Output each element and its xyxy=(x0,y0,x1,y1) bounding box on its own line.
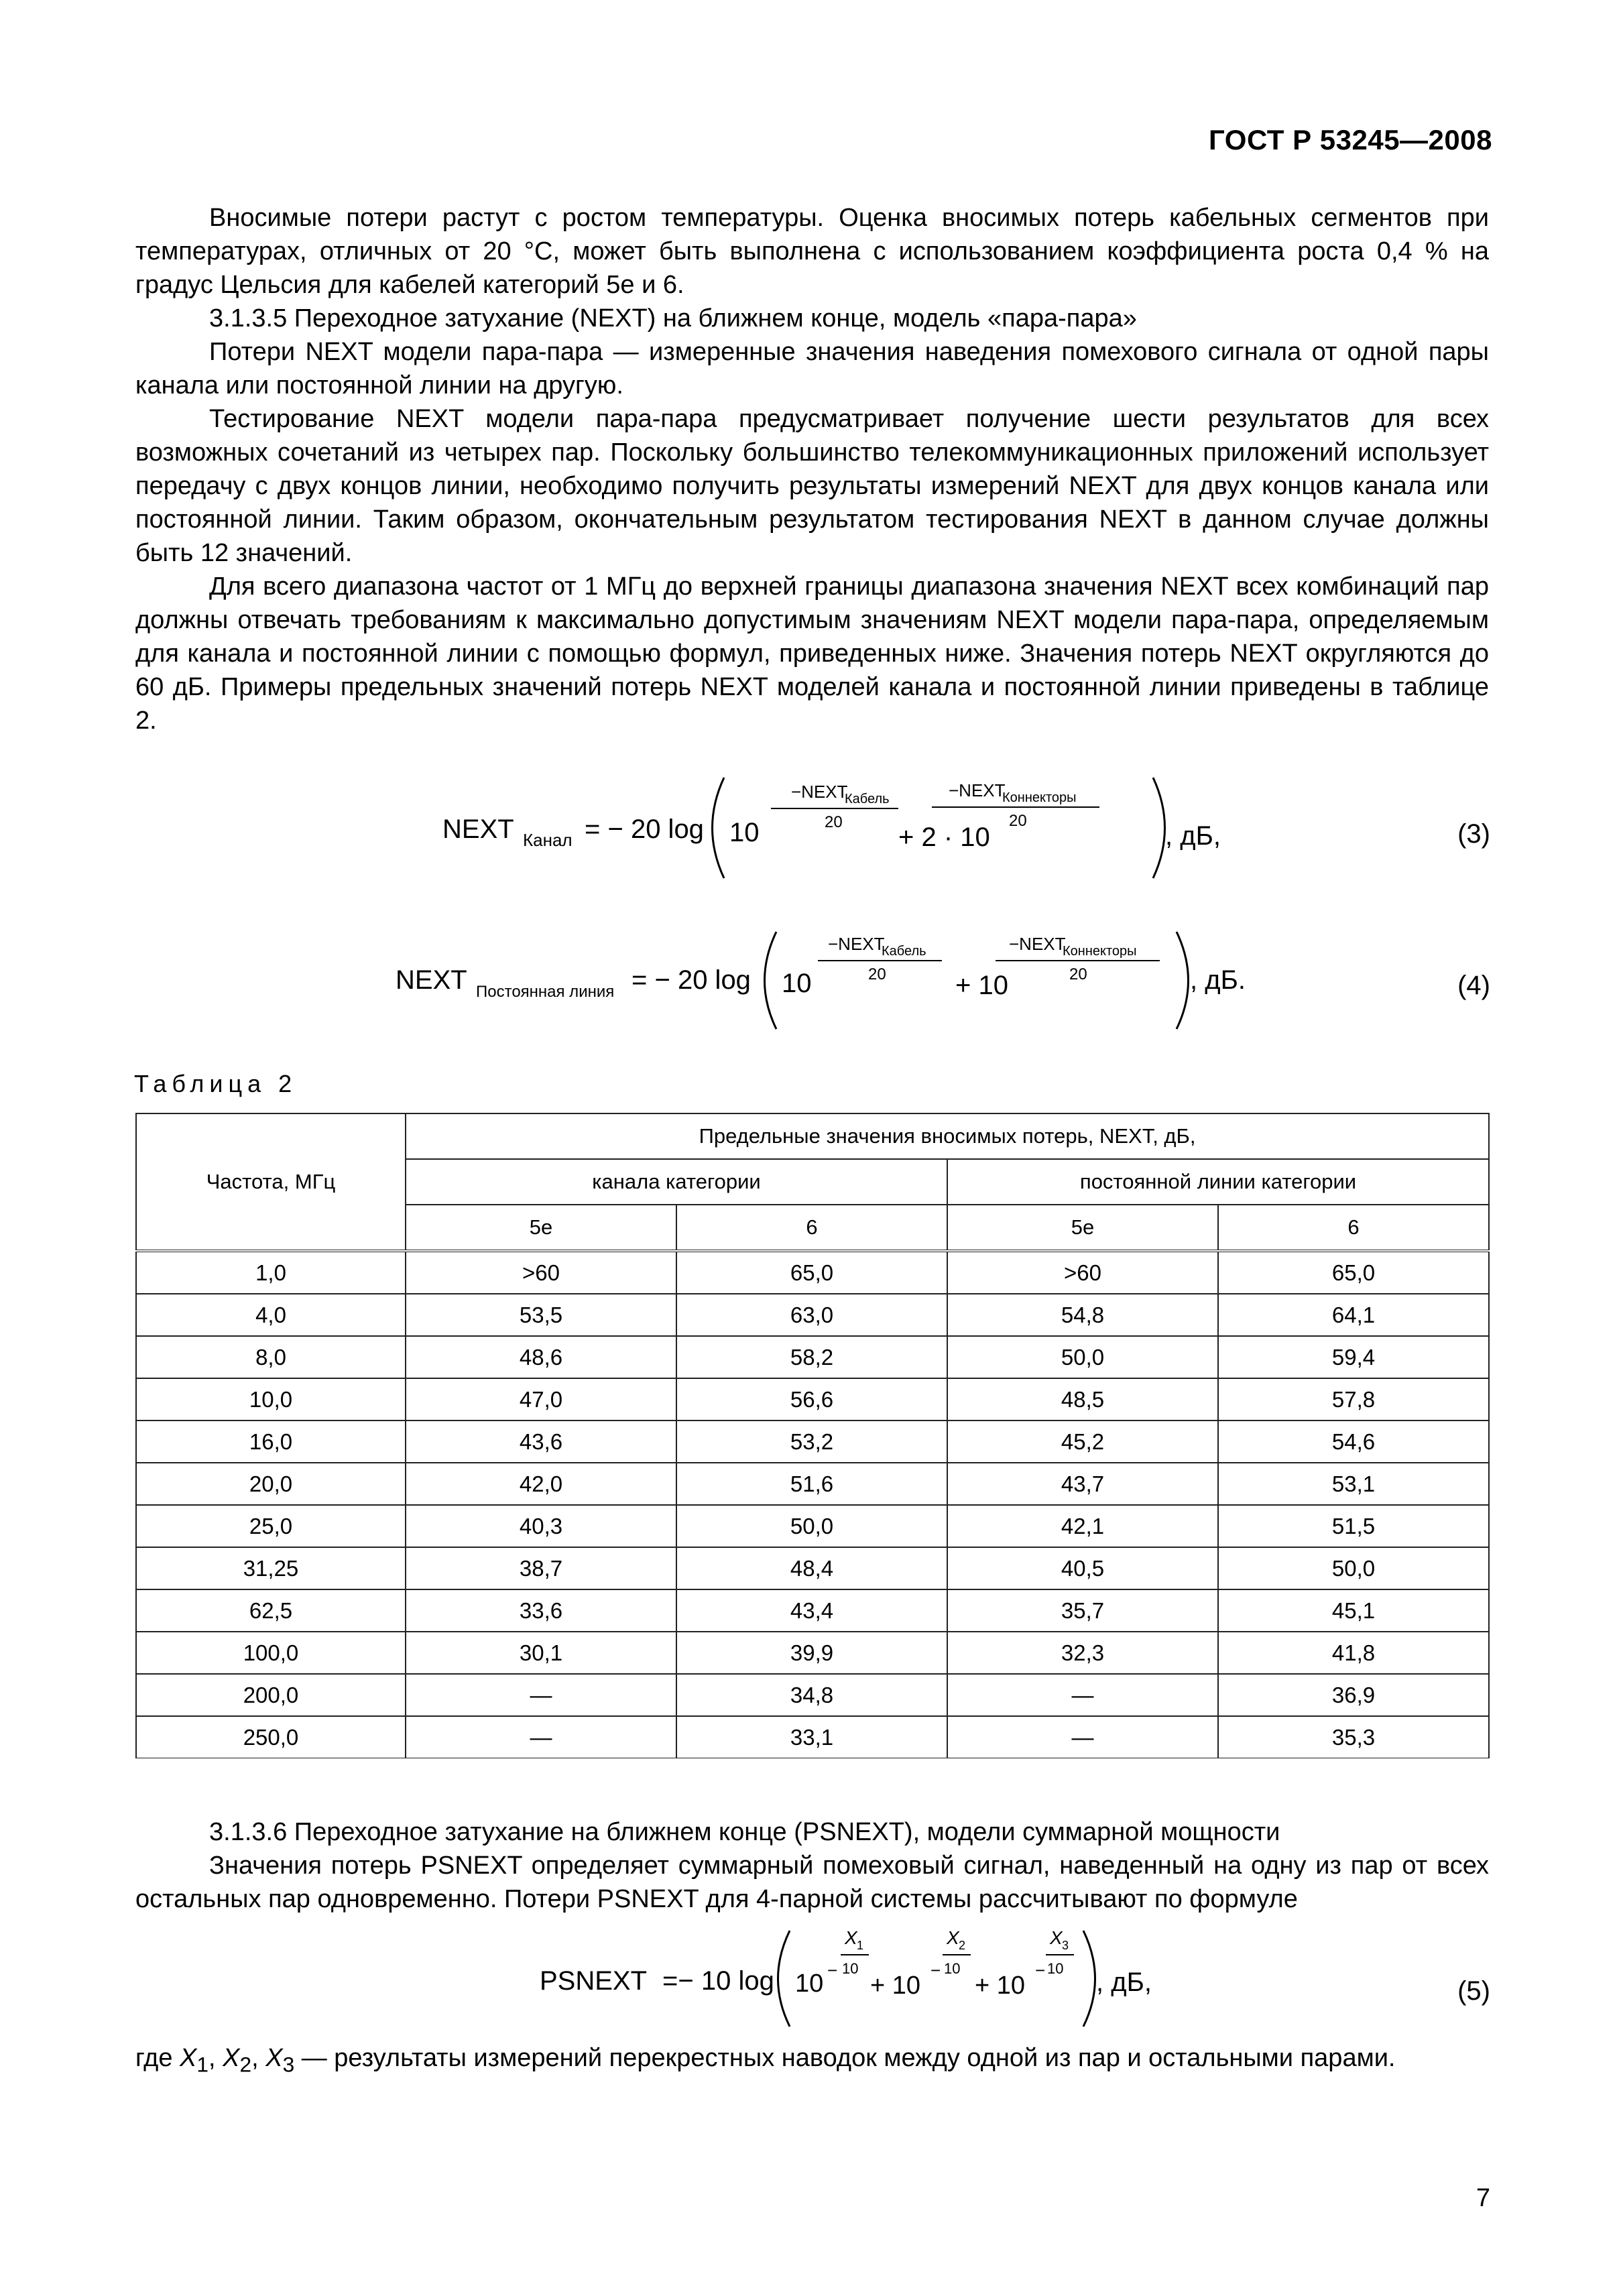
value-cell: 48,5 xyxy=(947,1378,1218,1421)
var-x: X xyxy=(223,2044,240,2072)
frequency-cell: 1,0 xyxy=(136,1251,406,1294)
formula-lhs: NEXT xyxy=(442,814,514,844)
value-cell: 56,6 xyxy=(676,1378,947,1421)
value-cell: 35,3 xyxy=(1218,1716,1489,1758)
value-cell: — xyxy=(406,1674,676,1716)
exp-denominator: 10 xyxy=(944,1960,961,1977)
equation-number: (3) xyxy=(1457,819,1490,849)
paragraph: Значения потерь PSNEXT определяет суммарный помеховый сигнал, наведенный на одну из пар от всех остальных пар одновременно. Потери PSNEXT для 4-парной системы рассчитывают по формуле xyxy=(135,1852,1489,1913)
value-cell: 42,0 xyxy=(406,1463,676,1505)
freq-header: Частота, МГц xyxy=(136,1113,406,1251)
exp-numerator: −NEXT xyxy=(791,782,848,802)
exp-var-sub: 3 xyxy=(1062,1939,1069,1952)
value-cell: 53,5 xyxy=(406,1294,676,1336)
paragraph: Тестирование NEXT модели пара-пара предусматривает получение шести результатов для всех возможных сочетаний из четырех пар. Поскольку большинство телекоммуникационных приложений использует передачу с двух концов линии, необходимо получить результаты измерений NEXT для двух концов канала или постоянной линии. Таким образом, окончательным результатом тестирования NEXT в данном случае должны быть 12 значений. xyxy=(135,405,1489,567)
value-cell: 42,1 xyxy=(947,1505,1218,1547)
formula-ten: 10 xyxy=(795,1970,824,1998)
paragraph: Вносимые потери растут с ростом температуры. Оценка вносимых потерь кабельных сегментов при температурах, отличных от 20 °С, может быть выполнена с использованием коэффициента роста 0,4 % на градус Цельсия для кабелей категорий 5е и 6. xyxy=(135,204,1489,299)
exp-numerator-sub: Коннекторы xyxy=(1002,790,1077,805)
table-row xyxy=(136,1336,1489,1378)
group-header: Предельные значения вносимых потерь, NEXT, дБ, xyxy=(406,1113,1489,1159)
frequency-cell: 62,5 xyxy=(136,1589,406,1632)
value-cell: 45,2 xyxy=(947,1421,1218,1463)
value-cell: 40,3 xyxy=(406,1505,676,1547)
value-cell: 65,0 xyxy=(676,1251,947,1294)
value-cell: 39,9 xyxy=(676,1632,947,1674)
category-header: 5е xyxy=(406,1205,676,1251)
channel-header: канала категории xyxy=(406,1159,947,1205)
left-paren xyxy=(713,778,725,878)
value-cell: 54,6 xyxy=(1218,1421,1489,1463)
value-cell: 30,1 xyxy=(406,1632,676,1674)
value-cell: — xyxy=(947,1716,1218,1758)
formula-eq: =− 10 log xyxy=(662,1966,774,1996)
category-header: 5е xyxy=(947,1205,1218,1251)
formula-lhs: PSNEXT xyxy=(540,1966,648,1996)
formula-5 xyxy=(530,1923,1200,2033)
exp-numerator-sub: Коннекторы xyxy=(1063,944,1137,959)
value-cell: 45,1 xyxy=(1218,1589,1489,1632)
exp-var: X xyxy=(947,1927,959,1948)
where-line xyxy=(135,2041,1489,2081)
value-cell: >60 xyxy=(947,1251,1218,1294)
left-paren xyxy=(765,932,777,1029)
value-cell: 50,0 xyxy=(676,1505,947,1547)
table-row xyxy=(136,1674,1489,1716)
right-paren xyxy=(1083,1931,1095,2027)
exp-numerator: −NEXT xyxy=(1009,934,1066,954)
right-paren xyxy=(1153,778,1165,878)
value-cell: 38,7 xyxy=(406,1547,676,1589)
value-cell: 64,1 xyxy=(1218,1294,1489,1336)
value-cell: 48,4 xyxy=(676,1547,947,1589)
value-cell: 54,8 xyxy=(947,1294,1218,1336)
exp-denominator: 20 xyxy=(868,965,886,983)
section-heading: 3.1.3.5 Переходное затухание (NEXT) на ближнем конце, модель «пара-пара» xyxy=(209,304,1137,333)
exp-var-sub: 1 xyxy=(857,1939,864,1952)
value-cell: 51,5 xyxy=(1218,1505,1489,1547)
formula-unit: , дБ. xyxy=(1190,965,1246,995)
value-cell: 51,6 xyxy=(676,1463,947,1505)
formula-plus-term: + 2 · 10 xyxy=(898,823,990,852)
value-cell: 53,1 xyxy=(1218,1463,1489,1505)
exp-numerator-sub: Кабель xyxy=(845,792,890,806)
table-row xyxy=(136,1463,1489,1505)
formula-lhs: NEXT xyxy=(396,965,467,995)
value-cell: 65,0 xyxy=(1218,1251,1489,1294)
paragraph: Для всего диапазона частот от 1 МГц до верхней границы диапазона значения NEXT всех комбинаций пар должны отвечать требованиям к максимально допустимым значениям NEXT модели пара-пара, определяемым для канала и постоянной линии с помощью формул, приведенных ниже. Значения потерь NEXT округляются до 60 дБ. Примеры предельных значений потерь NEXT моделей канала и постоянной линии приведены в таблице 2. xyxy=(135,572,1489,735)
value-cell: 35,7 xyxy=(947,1589,1218,1632)
value-cell: 33,1 xyxy=(676,1716,947,1758)
frequency-cell: 25,0 xyxy=(136,1505,406,1547)
value-cell: 58,2 xyxy=(676,1336,947,1378)
value-cell: 41,8 xyxy=(1218,1632,1489,1674)
table-row xyxy=(136,1716,1489,1758)
frequency-cell: 100,0 xyxy=(136,1632,406,1674)
var-sub: 2 xyxy=(239,2052,252,2077)
table-row xyxy=(136,1294,1489,1336)
formula-ten: 10 xyxy=(729,818,760,847)
value-cell: 36,9 xyxy=(1218,1674,1489,1716)
formula-3 xyxy=(429,771,1267,885)
table-row xyxy=(136,1251,1489,1294)
exp-denominator: 20 xyxy=(1069,965,1087,983)
value-cell: 53,2 xyxy=(676,1421,947,1463)
table-row xyxy=(136,1421,1489,1463)
left-paren xyxy=(778,1931,790,2027)
var-sub: 1 xyxy=(196,2052,208,2077)
formula-plus-term: + 10 xyxy=(975,1972,1026,2000)
separator: , xyxy=(208,2044,223,2072)
category-header: 6 xyxy=(1218,1205,1489,1251)
table-body xyxy=(136,1251,1489,1758)
link-header: постоянной линии категории xyxy=(947,1159,1489,1205)
exp-numerator: −NEXT xyxy=(828,934,885,954)
frequency-cell: 4,0 xyxy=(136,1294,406,1336)
exp-var-sub: 2 xyxy=(959,1939,966,1952)
formula-plus-term: + 10 xyxy=(870,1972,921,2000)
body-text-bottom xyxy=(135,1815,1489,1916)
table-caption: Таблица 2 xyxy=(134,1070,298,1097)
category-header: 6 xyxy=(676,1205,947,1251)
var-x: X xyxy=(265,2044,283,2072)
frequency-cell: 200,0 xyxy=(136,1674,406,1716)
value-cell: 50,0 xyxy=(947,1336,1218,1378)
separator: , xyxy=(251,2044,266,2072)
table-row xyxy=(136,1589,1489,1632)
paragraph: Потери NEXT модели пара-пара — измеренные значения наведения помехового сигнала от одной пары канала или постоянной линии на другую. xyxy=(135,338,1489,400)
page-number: 7 xyxy=(1476,2184,1490,2212)
next-limits-table xyxy=(135,1113,1490,1758)
right-paren xyxy=(1177,932,1189,1029)
table-row xyxy=(136,1505,1489,1547)
exp-denominator: 10 xyxy=(842,1960,859,1977)
frequency-cell: 20,0 xyxy=(136,1463,406,1505)
value-cell: 34,8 xyxy=(676,1674,947,1716)
formula-eq: = − 20 log xyxy=(585,814,704,844)
value-cell: 48,6 xyxy=(406,1336,676,1378)
formula-4 xyxy=(382,922,1287,1036)
value-cell: >60 xyxy=(406,1251,676,1294)
table-row xyxy=(136,1378,1489,1421)
frequency-cell: 16,0 xyxy=(136,1421,406,1463)
section-heading: 3.1.3.6 Переходное затухание на ближнем конце (PSNEXT), модели суммарной мощности xyxy=(209,1818,1280,1846)
value-cell: 40,5 xyxy=(947,1547,1218,1589)
var-sub: 3 xyxy=(282,2052,295,2077)
exp-var: X xyxy=(1050,1927,1063,1948)
var-x: X xyxy=(180,2044,197,2072)
value-cell: — xyxy=(947,1674,1218,1716)
exp-denominator: 20 xyxy=(825,813,843,831)
value-cell: 50,0 xyxy=(1218,1547,1489,1589)
value-cell: 43,7 xyxy=(947,1463,1218,1505)
table-row xyxy=(136,1547,1489,1589)
value-cell: 43,6 xyxy=(406,1421,676,1463)
exp-minus: − xyxy=(1035,1960,1046,1980)
value-cell: 59,4 xyxy=(1218,1336,1489,1378)
value-cell: 33,6 xyxy=(406,1589,676,1632)
value-cell: 47,0 xyxy=(406,1378,676,1421)
exp-minus: − xyxy=(827,1960,838,1980)
formula-unit: , дБ, xyxy=(1096,1968,1152,1997)
frequency-cell: 8,0 xyxy=(136,1336,406,1378)
table-row xyxy=(136,1632,1489,1674)
frequency-cell: 10,0 xyxy=(136,1378,406,1421)
formula-ten: 10 xyxy=(782,969,812,998)
frequency-cell: 250,0 xyxy=(136,1716,406,1758)
value-cell: — xyxy=(406,1716,676,1758)
value-cell: 32,3 xyxy=(947,1632,1218,1674)
value-cell: 43,4 xyxy=(676,1589,947,1632)
body-text-top xyxy=(135,201,1489,737)
frequency-cell: 31,25 xyxy=(136,1547,406,1589)
exp-denominator: 20 xyxy=(1009,812,1027,830)
where-prefix: где xyxy=(135,2044,180,2072)
exp-numerator-sub: Кабель xyxy=(882,944,926,959)
formula-lhs-sub: Постоянная линия xyxy=(476,983,615,1001)
document-header-id: ГОСТ Р 53245—2008 xyxy=(1209,124,1492,156)
equation-number: (5) xyxy=(1457,1976,1490,2006)
equation-number: (4) xyxy=(1457,971,1490,1000)
value-cell: 63,0 xyxy=(676,1294,947,1336)
where-description: — результаты измерений перекрестных наводок между одной из пар и остальными парами. xyxy=(294,2044,1396,2072)
exp-var: X xyxy=(845,1927,857,1948)
formula-lhs-sub: Канал xyxy=(523,830,573,850)
formula-plus-term: + 10 xyxy=(955,971,1008,1000)
formula-eq: = − 20 log xyxy=(632,965,751,995)
formula-unit: , дБ, xyxy=(1165,821,1221,851)
exp-denominator: 10 xyxy=(1047,1960,1064,1977)
exp-numerator: −NEXT xyxy=(949,780,1006,800)
value-cell: 57,8 xyxy=(1218,1378,1489,1421)
exp-minus: − xyxy=(930,1960,941,1980)
